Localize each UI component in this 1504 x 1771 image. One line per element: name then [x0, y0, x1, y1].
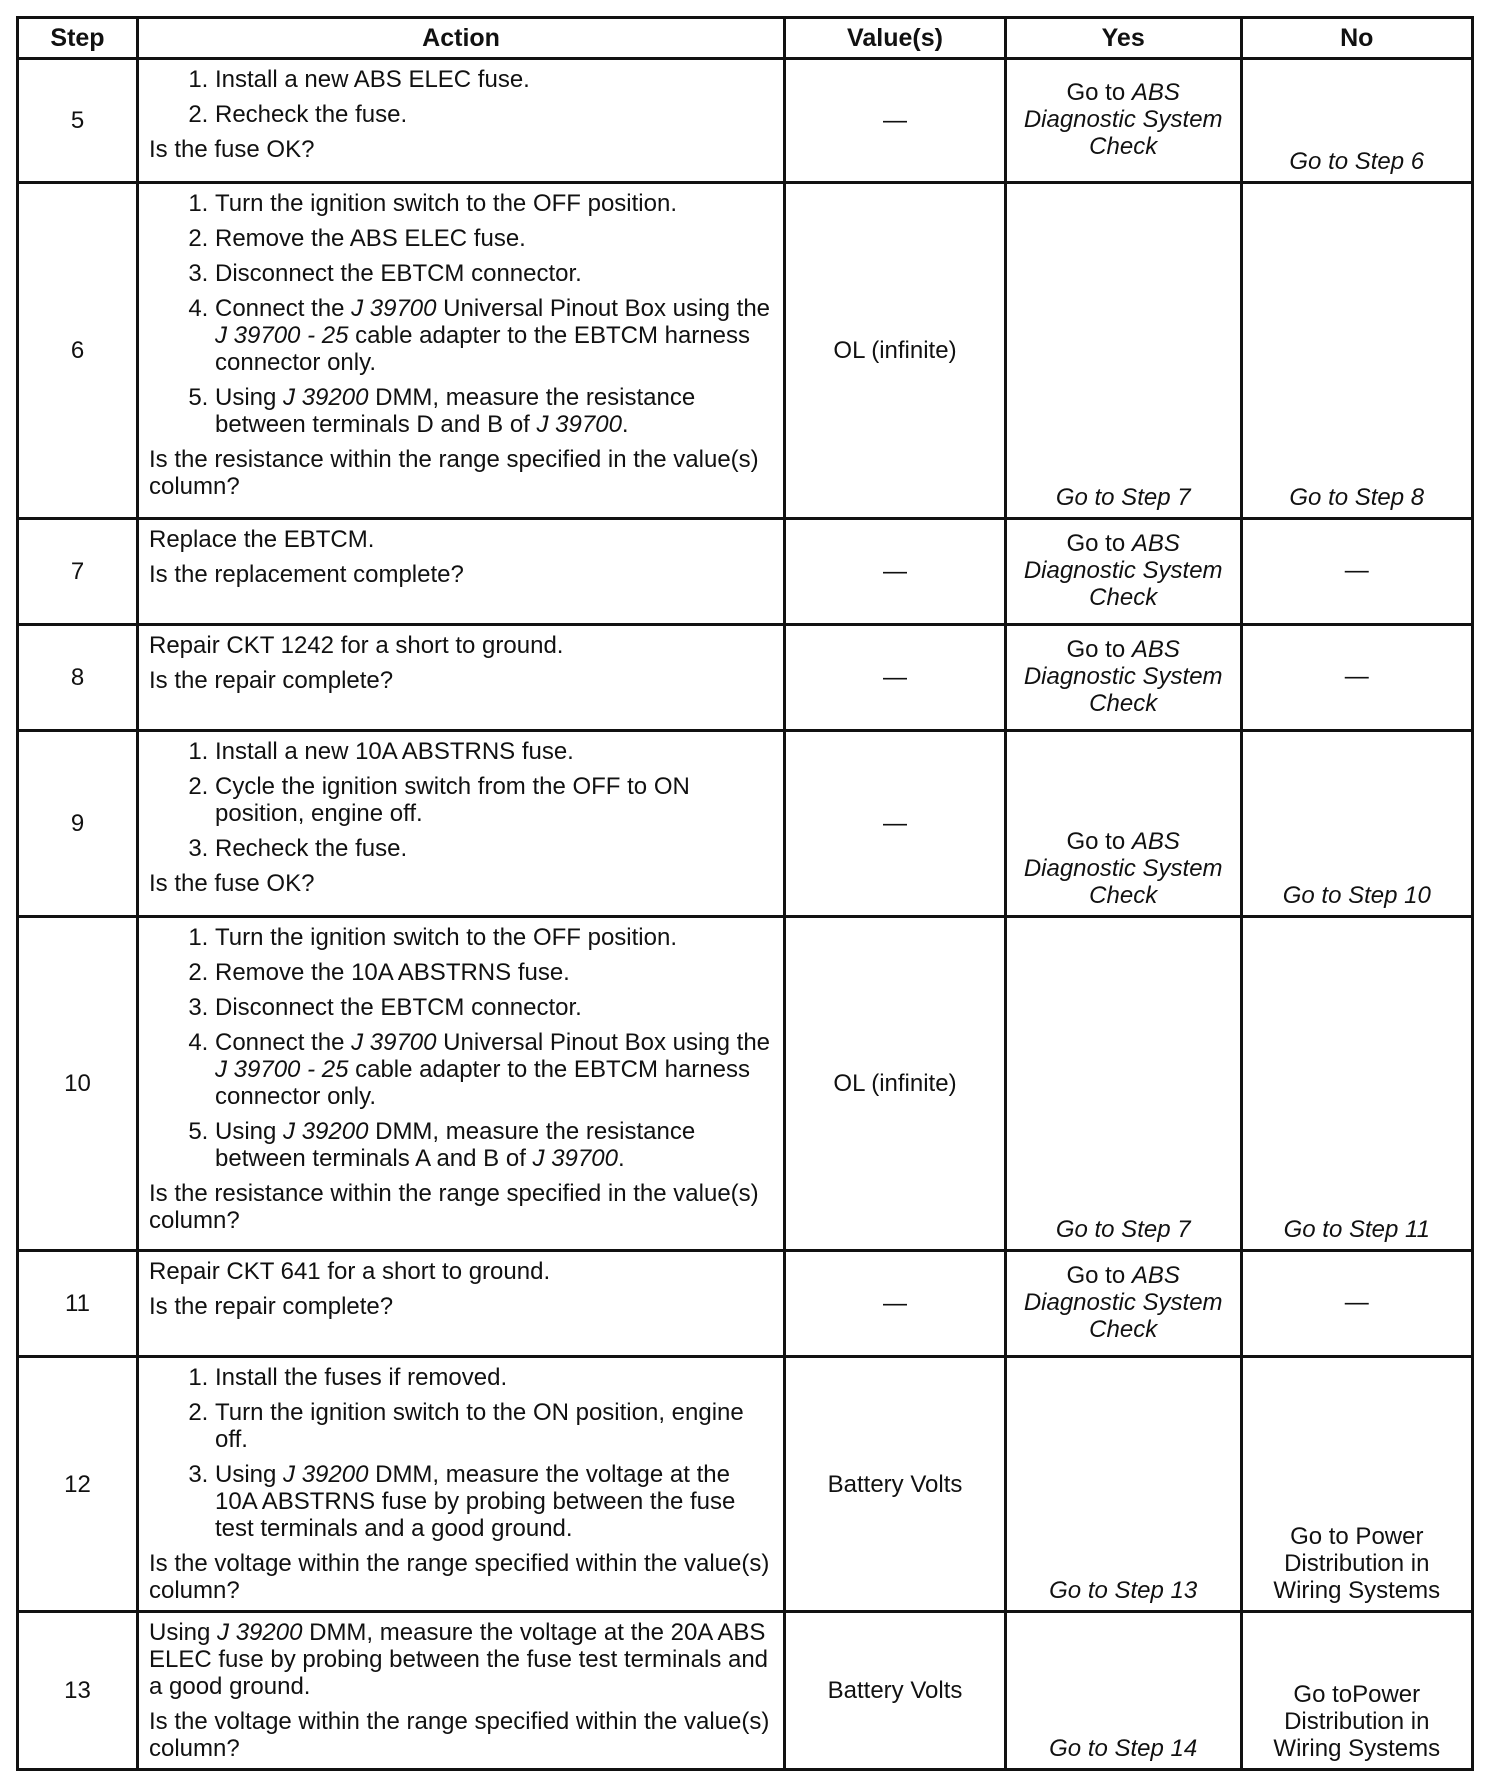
yes-text: Go to [1066, 79, 1132, 106]
action-item: 1. Turn the ignition switch to the OFF position. [215, 924, 775, 951]
action-list [149, 66, 775, 128]
value-cell: — [785, 59, 1006, 183]
action-item [215, 384, 775, 438]
table-row [18, 183, 1473, 519]
action-question: Is the voltage within the range specified within the value(s) column? [149, 1708, 770, 1762]
tool-number: J 39200 [283, 384, 369, 411]
yes-link: ABS Diagnostic System Check [1023, 530, 1223, 611]
step-number: 6 [18, 183, 138, 519]
yes-text: Go to [1066, 636, 1132, 663]
table-row [18, 1251, 1473, 1357]
item-text: DMM, measure the voltage at the 10A ABSTRNS fuse by probing between the fuse test terminals and a good ground. [215, 1461, 736, 1542]
action-list [149, 924, 775, 1172]
item-text: DMM, measure the resistance between terminals D and B of [215, 384, 696, 438]
action-item [215, 1461, 775, 1542]
step-number: 10 [18, 917, 138, 1251]
header-step: Step [18, 18, 138, 59]
tool-number: J 39700 - 25 [215, 322, 349, 349]
step-number: 11 [18, 1251, 138, 1357]
header-row [18, 18, 1473, 59]
table-row [18, 1612, 1473, 1770]
value-cell: Battery Volts [785, 1357, 1006, 1612]
action-item: 3. Recheck the fuse. [215, 835, 775, 862]
action-cell [138, 519, 785, 625]
header-action: Action [138, 18, 785, 59]
action-question: Is the voltage within the range specified within the value(s) column? [149, 1550, 770, 1604]
action-item: 1. Install a new 10A ABSTRNS fuse. [215, 738, 775, 765]
diagnostic-table [16, 16, 1474, 1771]
action-cell [138, 1357, 785, 1612]
yes-link: ABS Diagnostic System Check [1023, 828, 1223, 909]
tool-number: J 39700 [532, 1145, 618, 1172]
action-cell [138, 1251, 785, 1357]
no-cell: Go toPower Distribution in Wiring Systems [1241, 1612, 1472, 1770]
action-cell [138, 59, 785, 183]
tool-number: J 39200 [283, 1461, 369, 1488]
yes-cell: Go to Step 13 [1005, 1357, 1241, 1612]
action-question: Is the resistance within the range specified in the value(s) column? [149, 1180, 759, 1234]
item-text: Universal Pinout Box using the [436, 295, 771, 322]
no-cell: — [1241, 519, 1472, 625]
action-cell [138, 1612, 785, 1770]
action-item: 1. Turn the ignition switch to the OFF position. [215, 190, 775, 217]
action-item [215, 1118, 775, 1172]
action-list [149, 738, 775, 862]
action-list [149, 190, 775, 438]
action-item: 3. Disconnect the EBTCM connector. [215, 260, 775, 287]
item-text: DMM, measure the voltage at the 20A ABS ELEC fuse by probing between the fuse test terminals and a good ground. [149, 1619, 769, 1700]
yes-cell: Go to Step 7 [1005, 183, 1241, 519]
action-question: Is the fuse OK? [149, 870, 315, 897]
table-row [18, 625, 1473, 731]
action-item: 1. Install a new ABS ELEC fuse. [215, 66, 775, 93]
item-text: DMM, measure the resistance between terminals A and B of [215, 1118, 696, 1172]
no-cell: Go to Step 6 [1241, 59, 1472, 183]
table-row [18, 519, 1473, 625]
action-question: Is the replacement complete? [149, 561, 464, 588]
step-number: 8 [18, 625, 138, 731]
item-text: cable adapter to the EBTCM harness connector only. [215, 1056, 750, 1110]
action-question: Is the repair complete? [149, 1293, 394, 1320]
action-item: 2. Recheck the fuse. [215, 101, 775, 128]
value-cell: OL (infinite) [785, 183, 1006, 519]
action-cell [138, 731, 785, 917]
no-cell: — [1241, 1251, 1472, 1357]
yes-link: ABS Diagnostic System Check [1023, 636, 1223, 717]
action-item: 2. Turn the ignition switch to the ON position, engine off. [215, 1399, 775, 1453]
yes-cell: Go to Step 7 [1005, 917, 1241, 1251]
no-cell: Go to Step 8 [1241, 183, 1472, 519]
yes-text: Go to [1066, 1262, 1132, 1289]
tool-number: J 39200 [283, 1118, 369, 1145]
action-cell [138, 625, 785, 731]
yes-link: ABS Diagnostic System Check [1023, 1262, 1223, 1343]
action-item [215, 295, 775, 376]
value-cell: — [785, 625, 1006, 731]
yes-text: Go to [1066, 530, 1132, 557]
yes-link: ABS Diagnostic System Check [1023, 79, 1223, 160]
value-cell: — [785, 1251, 1006, 1357]
yes-text: Go to [1066, 828, 1132, 855]
action-question: Is the repair complete? [149, 667, 394, 694]
action-list [149, 1364, 775, 1542]
table-row [18, 59, 1473, 183]
action-cell [138, 183, 785, 519]
yes-cell [1005, 731, 1241, 917]
no-cell: — [1241, 625, 1472, 731]
yes-cell [1005, 1251, 1241, 1357]
action-item: 1. Install the fuses if removed. [215, 1364, 775, 1391]
item-text: cable adapter to the EBTCM harness connector only. [215, 322, 750, 376]
step-number: 9 [18, 731, 138, 917]
action-text [149, 1619, 775, 1700]
tool-number: J 39700 - 25 [215, 1056, 349, 1083]
item-text: Connect the [215, 1029, 352, 1056]
tool-number: J 39700 [351, 295, 437, 322]
value-cell: Battery Volts [785, 1612, 1006, 1770]
action-text: Repair CKT 1242 for a short to ground. [149, 632, 564, 659]
header-yes: Yes [1005, 18, 1241, 59]
item-text: . [617, 1145, 625, 1172]
header-values: Value(s) [785, 18, 1006, 59]
yes-cell [1005, 59, 1241, 183]
step-number: 7 [18, 519, 138, 625]
table-row [18, 917, 1473, 1251]
table-row [18, 731, 1473, 917]
value-cell: — [785, 731, 1006, 917]
item-text: . [621, 411, 629, 438]
item-text: Using [215, 1461, 284, 1488]
item-text: Using [215, 1118, 284, 1145]
yes-cell: Go to Step 14 [1005, 1612, 1241, 1770]
step-number: 12 [18, 1357, 138, 1612]
item-text: Connect the [215, 295, 352, 322]
item-text: Using [215, 384, 284, 411]
action-question: Is the resistance within the range specified in the value(s) column? [149, 446, 759, 500]
action-item: 3. Disconnect the EBTCM connector. [215, 994, 775, 1021]
item-text: Universal Pinout Box using the [436, 1029, 771, 1056]
action-item [215, 1029, 775, 1110]
value-cell: — [785, 519, 1006, 625]
action-text: Repair CKT 641 for a short to ground. [149, 1258, 551, 1285]
yes-cell [1005, 625, 1241, 731]
action-question: Is the fuse OK? [149, 136, 315, 163]
value-cell: OL (infinite) [785, 917, 1006, 1251]
item-text: Using [149, 1619, 218, 1646]
tool-number: J 39700 [536, 411, 622, 438]
no-cell: Go to Power Distribution in Wiring Systems [1241, 1357, 1472, 1612]
action-item: 2. Cycle the ignition switch from the OFF to ON position, engine off. [215, 773, 775, 827]
action-item: 2. Remove the ABS ELEC fuse. [215, 225, 775, 252]
yes-cell [1005, 519, 1241, 625]
step-number: 13 [18, 1612, 138, 1770]
table-row [18, 1357, 1473, 1612]
step-number: 5 [18, 59, 138, 183]
no-cell: Go to Step 11 [1241, 917, 1472, 1251]
tool-number: J 39200 [217, 1619, 303, 1646]
action-text: Replace the EBTCM. [149, 526, 375, 553]
action-cell [138, 917, 785, 1251]
no-cell: Go to Step 10 [1241, 731, 1472, 917]
header-no: No [1241, 18, 1472, 59]
action-item: 2. Remove the 10A ABSTRNS fuse. [215, 959, 775, 986]
tool-number: J 39700 [351, 1029, 437, 1056]
